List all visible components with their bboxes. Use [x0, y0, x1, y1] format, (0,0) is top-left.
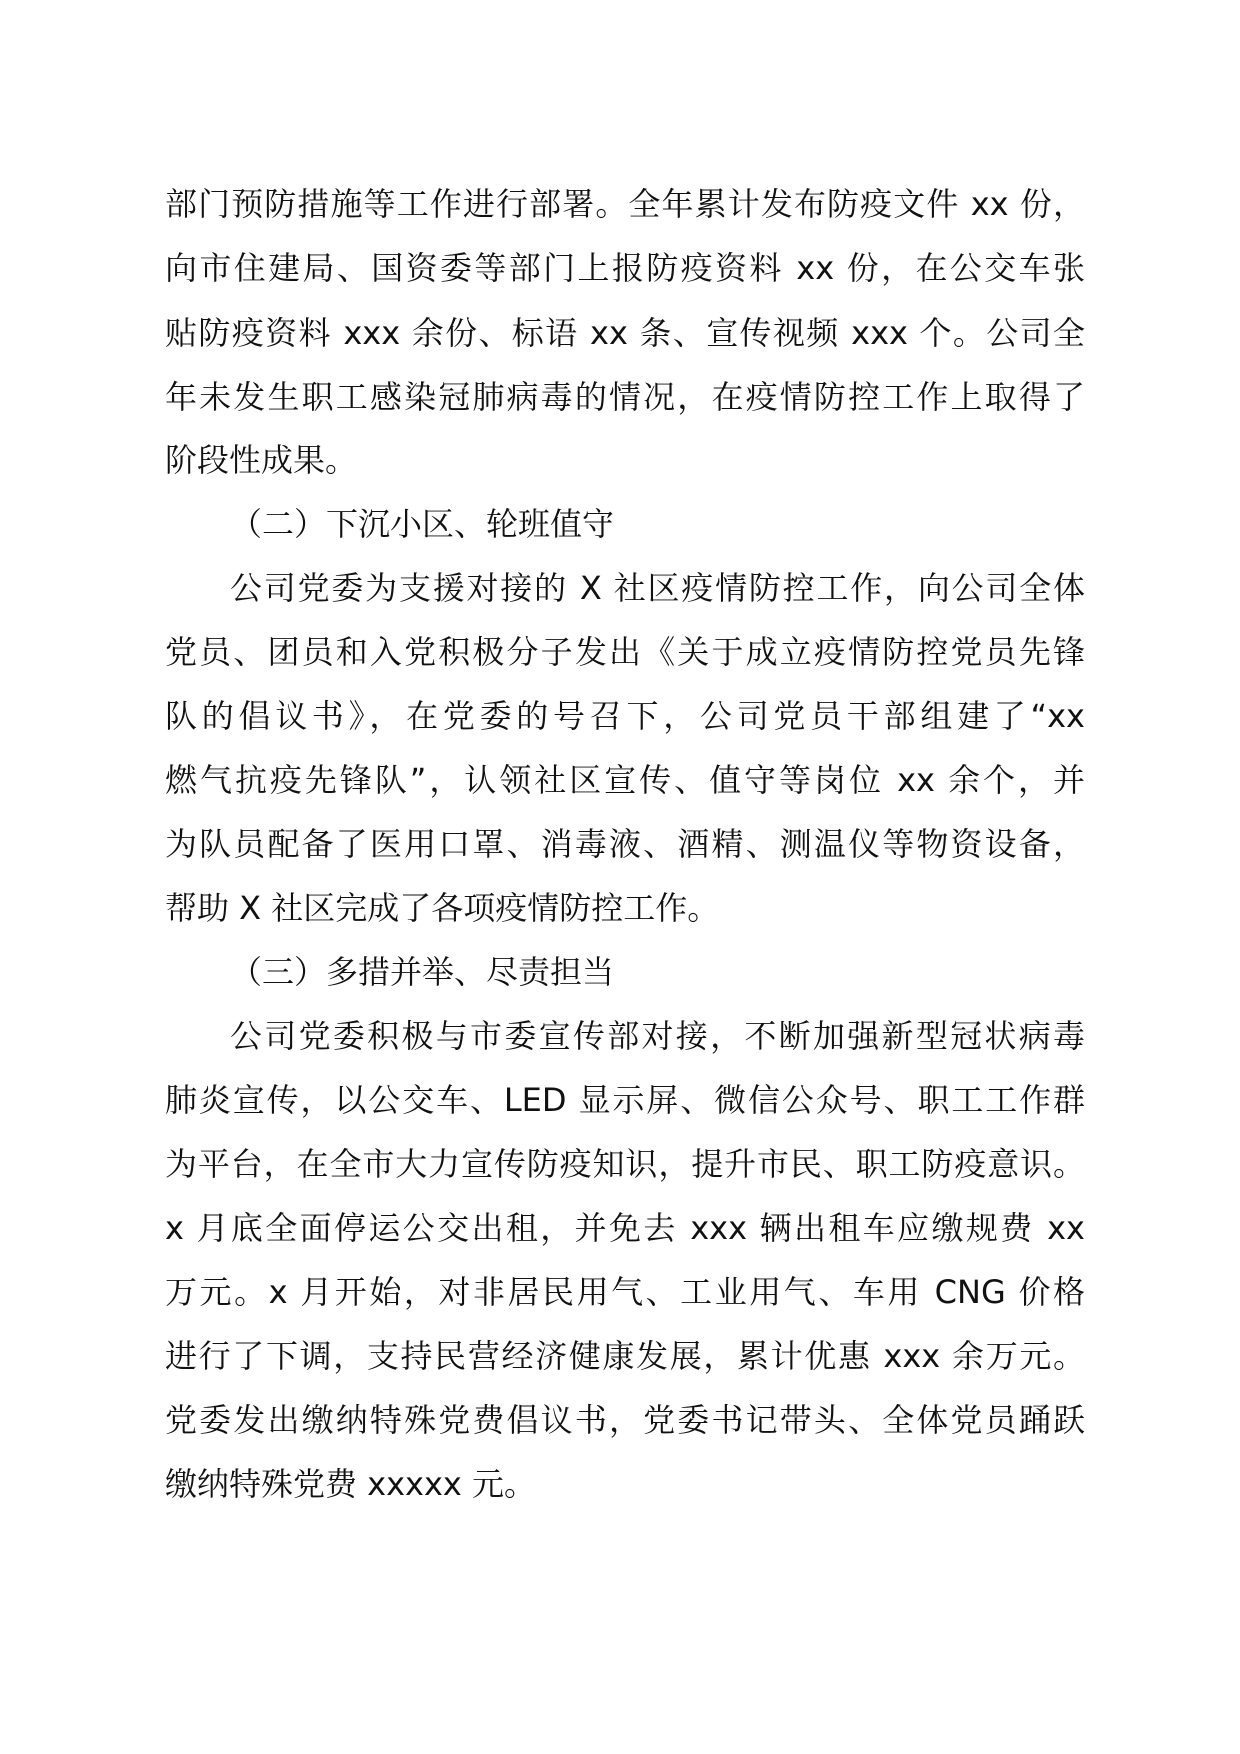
paragraph-line: 公司党委积极与市委宣传部对接，不断加强新型冠状病毒 [230, 1017, 1085, 1055]
paragraph-line: 为队员配备了医用口罩、消毒液、酒精、测温仪等物资设备， [165, 825, 1085, 863]
paragraph-line: 万元。x 月开始，对非居民用气、工业用气、车用 CNG 价格 [165, 1273, 1085, 1311]
paragraph-line: 肺炎宣传，以公交车、LED 显示屏、微信公众号、职工工作群 [165, 1081, 1085, 1119]
paragraph-line: 公司党委为支援对接的 X 社区疫情防控工作，向公司全体 [230, 569, 1085, 607]
paragraph-line: 部门预防措施等工作进行部署。全年累计发布防疫文件 xx 份， [165, 185, 1085, 223]
paragraph-line: x 月底全面停运公交出租，并免去 xxx 辆出租车应缴规费 xx [165, 1209, 1085, 1247]
paragraph-line: 党委发出缴纳特殊党费倡议书，党委书记带头、全体党员踊跃 [165, 1401, 1085, 1439]
paragraph-line: 向市住建局、国资委等部门上报防疫资料 xx 份，在公交车张 [165, 249, 1085, 287]
paragraph-line: 缴纳特殊党费 xxxxx 元。 [165, 1465, 537, 1503]
section-heading: （二）下沉小区、轮班值守 [230, 505, 615, 543]
paragraph-line: 贴防疫资料 xxx 余份、标语 xx 条、宣传视频 xxx 个。公司全 [165, 314, 1085, 352]
paragraph-line: 党员、团员和入党积极分子发出《关于成立疫情防控党员先锋 [165, 633, 1085, 671]
paragraph-line: 帮助 X 社区完成了各项疫情防控工作。 [165, 889, 720, 927]
paragraph-line: 队的倡议书》，在党委的号召下，公司党员干部组建了“xx [165, 697, 1085, 735]
paragraph-line: 燃气抗疫先锋队”，认领社区宣传、值守等岗位 xx 余个，并 [165, 761, 1085, 799]
paragraph-line: 进行了下调，支持民营经济健康发展，累计优惠 xxx 余万元。 [165, 1337, 1085, 1375]
paragraph-line: 年未发生职工感染冠肺病毒的情况，在疫情防控工作上取得了 [165, 378, 1085, 416]
section-heading: （三）多措并举、尽责担当 [230, 953, 615, 991]
paragraph-line: 阶段性成果。 [165, 441, 358, 479]
paragraph-line: 为平台，在全市大力宣传防疫知识，提升市民、职工防疫意识。 [165, 1145, 1085, 1183]
